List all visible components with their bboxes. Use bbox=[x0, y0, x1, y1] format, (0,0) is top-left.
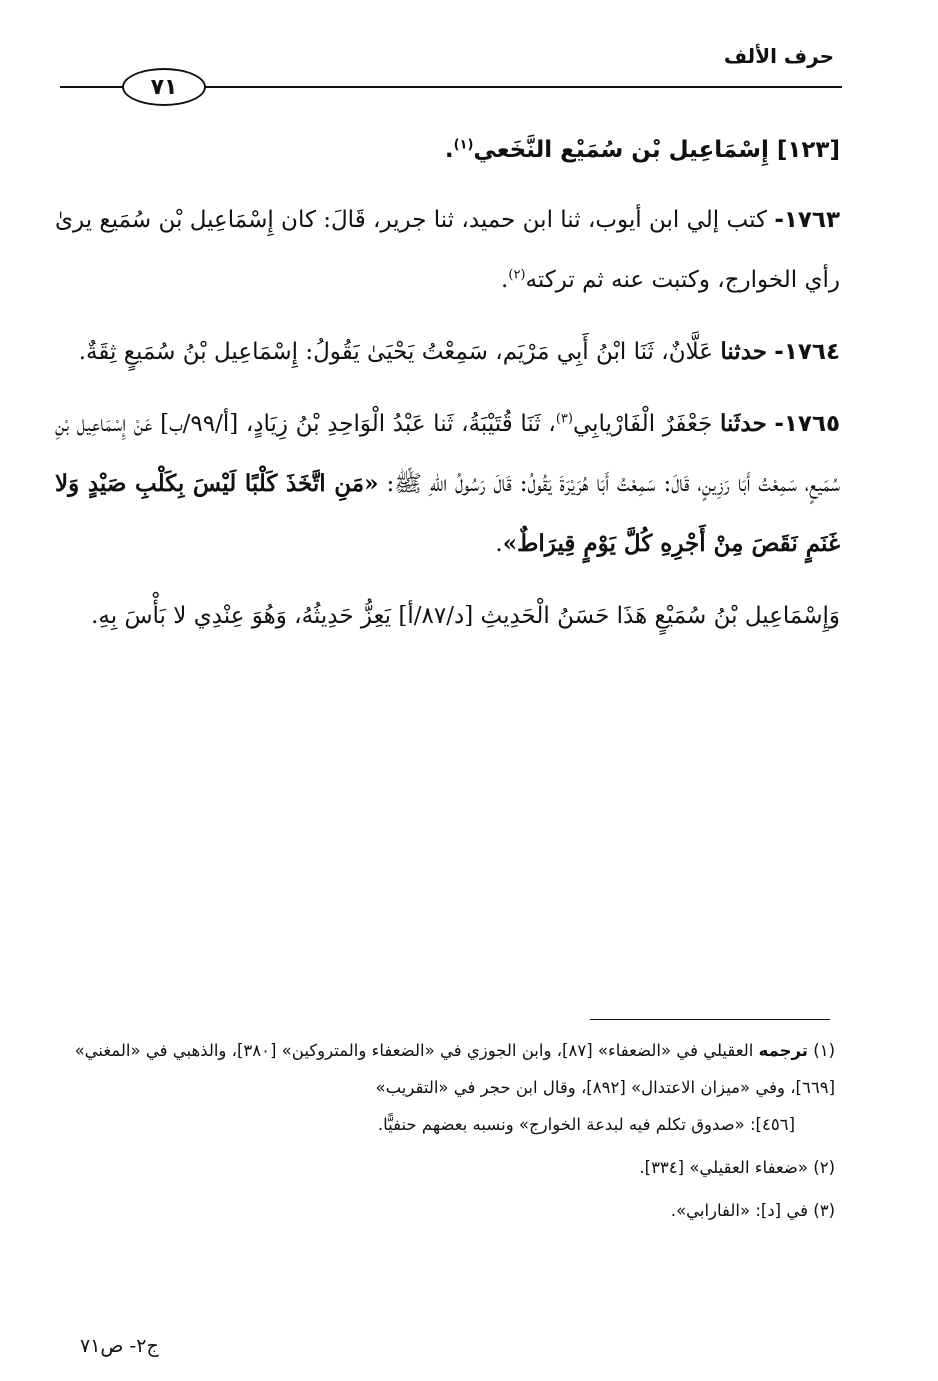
footnotes bbox=[55, 1032, 835, 1235]
footnote-3 bbox=[55, 1192, 835, 1229]
hadith-number: ١٧٦٤- bbox=[774, 339, 840, 365]
page-header bbox=[60, 40, 842, 100]
entry-heading bbox=[55, 120, 840, 180]
closing-remark bbox=[55, 586, 840, 646]
footnote-text: في [د]: «الفارابي». bbox=[670, 1201, 808, 1220]
hadith-text: ، ثَنَا قُتَيْبَةُ، ثَنا عَبْدُ الْوَاحِدِ بْنُ زِيَادٍ، [أ/٩٩/ب] عَنْ إِسْمَاعِيل بْنِ سُمَيعٍ، سَمِعْتُ أَبَا رَزِينٍ، قَالَ: سَمِعْتُ أَبَا هُرَيْرَةَ يَقُولُ: قَالَ رَسُولُ اللهِ ﷺ: bbox=[55, 411, 841, 497]
hadith-text: عَلَّانٌ، ثَنَا ابْنُ أَبِي مَرْيَم، سَمِعْتُ يَحْيَىٰ يَقُولُ: إِسْمَاعِيل بْنُ سُمَيعٍ ثِقَةٌ. bbox=[78, 339, 714, 365]
hadith-1763 bbox=[55, 190, 840, 310]
footnote-1 bbox=[55, 1032, 835, 1143]
hadith-end: . bbox=[501, 267, 509, 293]
hadith-number: ١٧٦٣- bbox=[774, 207, 841, 233]
footnote-text: «ضعفاء العقيلي» [٣٣٤]. bbox=[639, 1158, 808, 1177]
footnote-ref-3: (٣) bbox=[555, 411, 573, 427]
volume-page-reference: ج٢- ص٧١ bbox=[80, 1335, 159, 1357]
hadith-1764 bbox=[55, 322, 840, 382]
main-text bbox=[55, 120, 840, 658]
page-number: ٧١ bbox=[122, 68, 206, 106]
chapter-title: حرف الألف bbox=[723, 44, 834, 68]
hadith-text: كتب إلي ابن أيوب، ثنا ابن حميد، ثنا جرير، قَالَ: كان إِسْمَاعِيل بْن سُمَيع يرىٰ رأي الخوارج، وكتبت عنه ثم تركته bbox=[55, 207, 840, 293]
hadith-matn: «مَنِ اتَّخَذَ كَلْبًا لَيْسَ بِكَلْبِ صَيْدٍ وَلا غَنَمٍ نَقَصَ مِنْ أَجْرِهِ كُلَّ يَوْمٍ قِيرَاطٌ» bbox=[55, 470, 840, 557]
hadith-lead: حدثنا bbox=[720, 338, 767, 365]
closing-text: وَإِسْمَاعِيل بْنُ سُمَيْعٍ هَذَا حَسَنُ الْحَدِيثِ [د/٨٧/أ] يَعِزُّ حَدِيثُهُ، وَهُوَ عِنْدِي لا بَأْسَ بِهِ. bbox=[91, 603, 840, 629]
footnote-separator bbox=[590, 1019, 830, 1020]
footnote-lead: ترجمه bbox=[758, 1041, 808, 1060]
hadith-lead: حدثَنا bbox=[720, 410, 767, 437]
hadith-end: . bbox=[495, 531, 503, 557]
footnote-marker: (٢) bbox=[813, 1158, 835, 1177]
footnote-marker: (١) bbox=[813, 1041, 835, 1060]
footnote-ref-1: (١) bbox=[453, 137, 474, 153]
footnote-ref-2: (٢) bbox=[508, 267, 526, 283]
hadith-number: ١٧٦٥- bbox=[774, 411, 841, 437]
entry-heading-end: . bbox=[444, 137, 454, 163]
entry-heading-text: [١٢٣] إِسْمَاعِيل بْن سُمَيْع النَّخَعي bbox=[473, 137, 840, 163]
footnote-marker: (٣) bbox=[813, 1201, 835, 1220]
hadith-1765 bbox=[55, 394, 840, 574]
hadith-narrator: جَعْفَرٌ الْفَارْيابِي bbox=[572, 411, 713, 437]
footnote-text-continued: [٤٥٦]: «صدوق تكلم فيه لبدعة الخوارج» ونسبه بعضهم حنفيًّا. bbox=[377, 1115, 795, 1134]
footnote-2 bbox=[55, 1149, 835, 1186]
footnote-text: العقيلي في «الضعفاء» [٨٧]، وابن الجوزي في «الضعفاء والمتروكين» [٣٨٠]، والذهبي في «المغني» [٦٦٩]، وفي «ميزان الاعتدال» [٨٩٢]، وقال ابن حجر في «التقريب» bbox=[74, 1041, 835, 1097]
